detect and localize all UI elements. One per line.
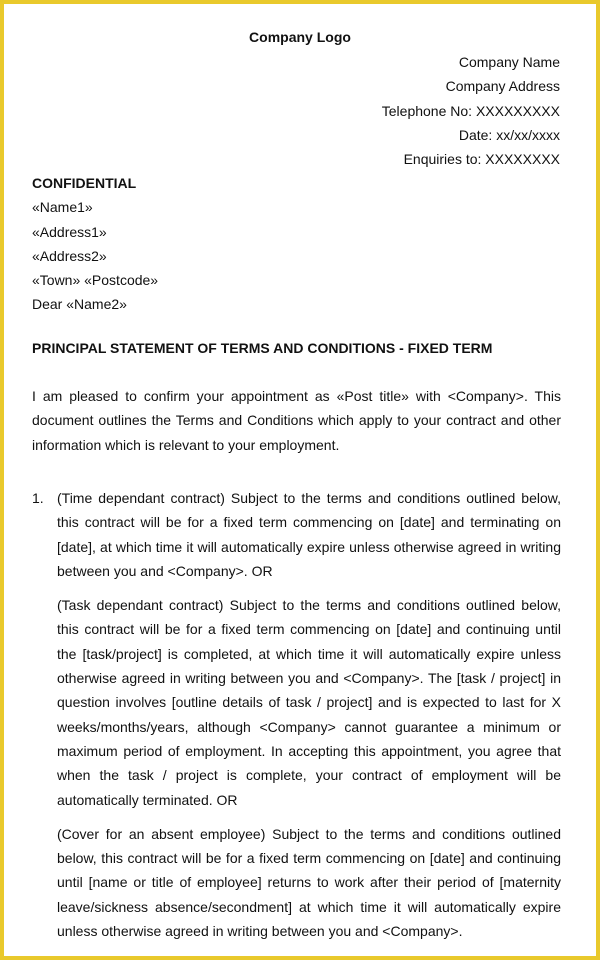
salutation: Dear «Name2» xyxy=(32,296,127,313)
clause-paragraph-time-dependant: (Time dependant contract) Subject to the terms and conditions outlined below, this contract will be for a fixed term commencing on [date] and terminating on [date], at which time it will automatically expire unless otherwise agreed in writing between you and <Company>. OR xyxy=(57,490,561,579)
clause-paragraph-absence-cover: (Cover for an absent employee) Subject to the terms and conditions outlined below, this contract will be for a fixed term commencing on [date] and continuing until [name or title of employee] returns to work after their period of [maternity leave/sickness absence/secondment] at which time it will automatically expire unless otherwise agreed in writing between you and <Company>. xyxy=(57,825,561,940)
clause-number: 1. xyxy=(32,490,44,506)
recipient-address1: «Address1» xyxy=(32,223,107,240)
recipient-town-postcode: «Town» «Postcode» xyxy=(32,272,159,289)
company-address: Company Address xyxy=(445,78,560,95)
enquiries-contact: Enquiries to: XXXXXXXX xyxy=(403,151,560,168)
company-logo: Company Logo xyxy=(249,29,351,45)
company-name: Company Name xyxy=(458,54,560,70)
recipient-name: «Name1» xyxy=(32,199,93,216)
telephone-number: Telephone No: XXXXXXXXX xyxy=(381,102,560,119)
recipient-address2: «Address2» xyxy=(32,247,107,264)
document-title: PRINCIPAL STATEMENT OF TERMS AND CONDITIONS - FIXED TERM xyxy=(32,340,493,356)
letter-date: Date: xx/xx/xxxx xyxy=(458,126,560,143)
company-contact-block xyxy=(382,50,560,171)
clause-paragraph-task-dependant: (Task dependant contract) Subject to the terms and conditions outlined below, this contract will be for a fixed term commencing on [date] and continuing until the [task/project] is completed, at which time it will automatically expire unless otherwise agreed in writing between you and <Company>. The [task / project] in question involves [outline details of task / project] and is expected to last for X weeks/months/years, although <Company> cannot guarantee a minimum or maximum period of employment. In accepting this appointment, you agree that when the task / project is complete, your contract of employment will be automatically terminated. OR xyxy=(57,597,561,808)
clause-1 xyxy=(32,486,561,953)
intro-paragraph: I am pleased to confirm your appointment as «Post title» with <Company>. This document outlines the Terms and Conditions which apply to your contract and other information which is relevant to your employment. xyxy=(32,388,561,453)
recipient-block xyxy=(32,171,158,317)
confidential-label: CONFIDENTIAL xyxy=(32,175,137,191)
document-page xyxy=(4,4,596,956)
clause-body xyxy=(57,486,561,943)
